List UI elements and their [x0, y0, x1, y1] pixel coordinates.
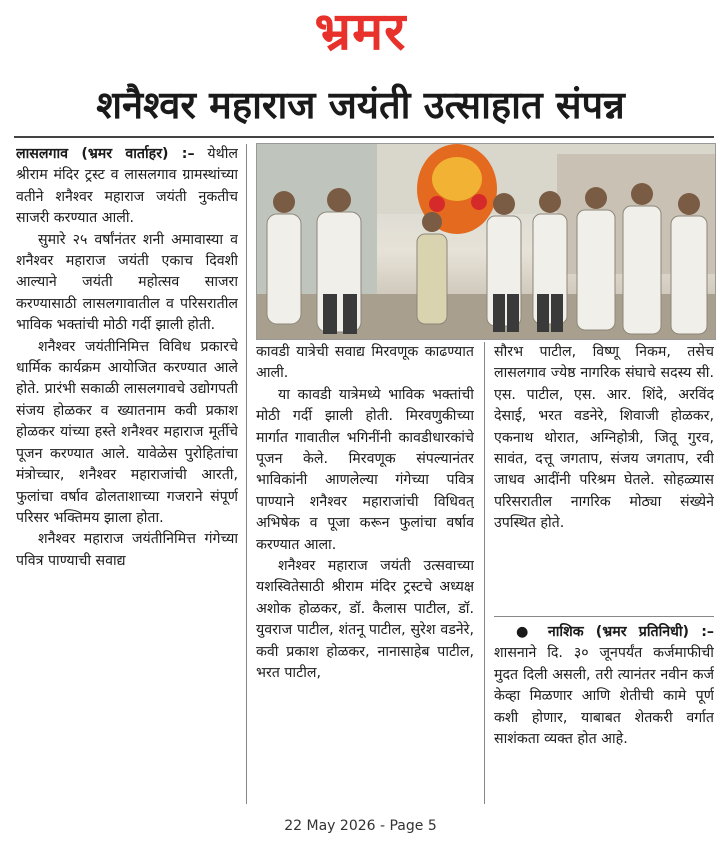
brief-paragraph — [494, 622, 714, 750]
article-paragraph-3: शनैश्वर जयंतीनिमित्त विविध प्रकारचे धार्मिक कार्यक्रम आयोजित करण्यात आले होते. प्रारंभी सकाळी लासलगावचे उद्योगपती संजय होळकर व ख्यातनाम कवी प्रकाश होळकर यांच्या हस्ते शनैश्वर महाराज मूर्तीचे पूजन करण्यात आले. यावेळेस पुरोहितांचा मंत्रोच्चार, शनैश्वर महाराजांची आरती, फुलांचा वर्षाव ढोलताशाच्या गजराने संपूर्ण परिसर भक्तिमय झाला होता. — [16, 338, 238, 526]
brief-text: शासनाने दि. ३० जूनपर्यंत कर्जमाफीची मुदत दिली असली, तरी त्यानंतर नवीन कर्ज केव्हा मिळणार आणि शेतीची कामे पूर्ण कशी होणार, याबाबत शेतकरी वर्गात साशंकता व्यक्त होत आहे. — [494, 645, 714, 748]
column-divider — [484, 342, 485, 804]
article-paragraph-7: शनैश्वर महाराज जयंती उत्सवाच्या यशस्वितेसाठी श्रीराम मंदिर ट्रस्टचे अध्यक्ष अशोक होळकर, डॉ. कैलास पाटील, डॉ. युवराज पाटील, शंतनू पाटील, सुरेश वडनेरे, कवी प्रकाश होळकर, नानासाहेब पाटील, भरत पाटील, — [256, 558, 474, 682]
photo-crowd-icon — [257, 144, 715, 339]
headline-rule — [14, 136, 714, 138]
article-column-3 — [494, 342, 714, 614]
article-column-2 — [256, 342, 474, 804]
article-paragraph-5: कावडी यात्रेची सवाद्य मिरवणूक काढण्यात आली. — [256, 344, 474, 382]
column-divider — [246, 144, 247, 804]
article-column-1 — [16, 144, 238, 804]
event-photo — [256, 143, 716, 340]
news-brief-nashik — [494, 622, 714, 804]
article-paragraph-8: सौरभ पाटील, विष्णू निकम, तसेच लासलगाव ज्येष्ठ नागरिक संघाचे सदस्य सी. एस. पाटील, एस. आर. शिंदे, अरविंद देसाई, भरत वडनेरे, शिवाजी होळकर, एकनाथ थोरात, अग्निहोत्री, जितू गुरव, सावंत, दत्तू जगताप, संजय जगताप, रवी जाधव आदींनी परिश्रम घेतले. सोहळ्यास परिसरातील नागरिक मोठ्या संख्येने उपस्थित होते. — [494, 344, 714, 532]
article-text: येथील श्रीराम मंदिर ट्रस्ट व लासलगाव ग्रामस्थांच्या वतीने शनैश्वर महाराज जयंती नुकतीच साजरी करण्यात आली. — [16, 146, 238, 227]
page-footer: 22 May 2026 - Page 5 — [284, 818, 437, 834]
article-headline: शनैश्वर महाराज जयंती उत्साहात संपन्न — [96, 83, 625, 127]
article-paragraph-1 — [16, 144, 238, 230]
article-paragraph-6: या कावडी यात्रेमध्ये भाविक भक्तांची मोठी गर्दी झाली होती. मिरवणुकीच्या मार्गात गावातील भगिनींनी कावडीधारकांचे पूजन केले. मिरवणूक संपल्यानंतर भाविकांनी आणलेल्या गंगेच्या पवित्र पाण्याने शनैश्वर महाराजांची विधिवत् अभिषेक व पूजा करून फुलांचा वर्षाव करण्यात आला. — [256, 386, 474, 553]
brief-dateline: ● नाशिक (भ्रमर प्रतिनिधी) :– — [516, 624, 714, 640]
newspaper-masthead: भ्रमर — [314, 2, 407, 62]
dateline: लासलगाव (भ्रमर वार्ताहर) :– — [16, 146, 195, 162]
article-paragraph-4: शनैश्वर महाराज जयंतीनिमित्त गंगेच्या पवित्र पाण्याची सवाद्य — [16, 531, 238, 569]
article-paragraph-2: सुमारे २५ वर्षांनंतर शनी अमावास्या व शनैश्वर महाराज जयंती एकाच दिवशी आल्याने जयंती महोत्सव साजरा करण्यासाठी लासलगावातील व परिसरातील भाविक भक्तांची मोठी गर्दी झाली होती. — [16, 231, 238, 334]
article-separator — [494, 616, 714, 617]
